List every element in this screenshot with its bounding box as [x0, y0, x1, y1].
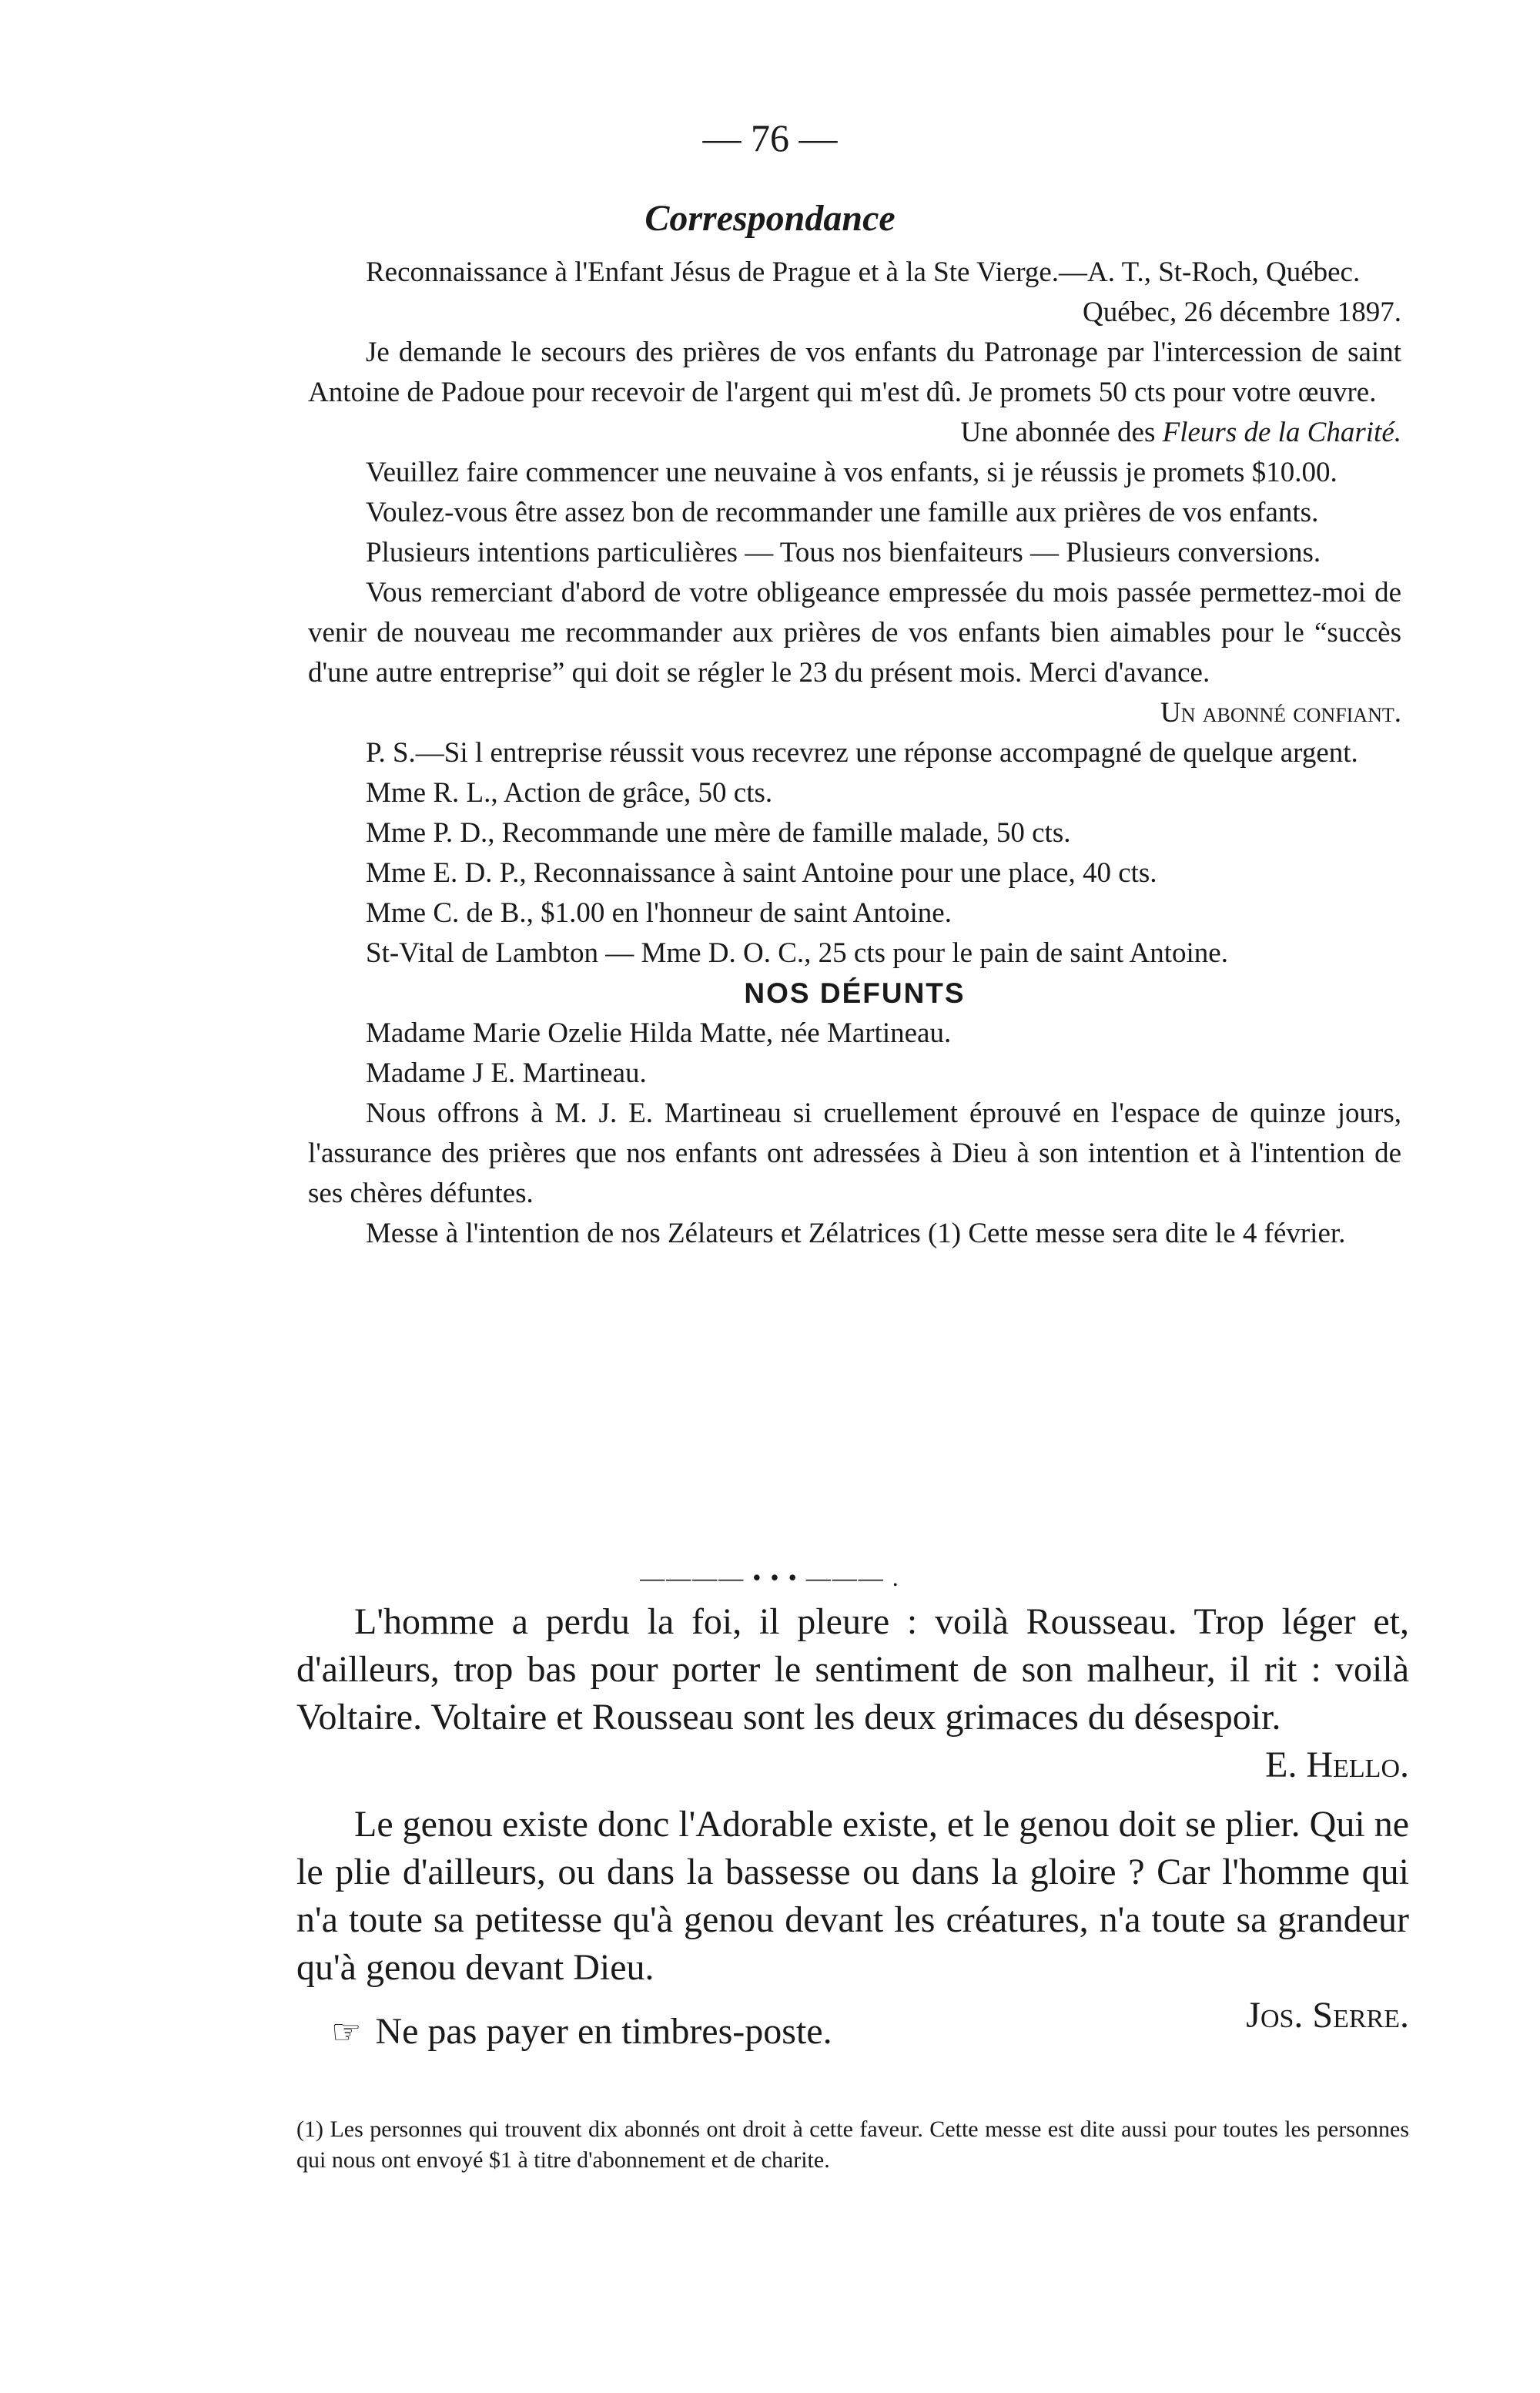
section-heading-defunts: NOS DÉFUNTS — [744, 977, 966, 1009]
pointing-hand-icon: ☞ — [331, 2013, 362, 2051]
correspondence-section — [308, 253, 1401, 1254]
notice-text: Ne pas payer en timbres-poste. — [375, 2011, 832, 2052]
letter-paragraph: Reconnaissance à l'Enfant Jésus de Prague et à la Ste Vierge.—A. T., St-Roch, Québec. — [366, 256, 1361, 288]
letter-paragraph: Veuillez faire commencer une neuvaine à vos enfants, si je réussis je promets $10.00. — [366, 457, 1337, 488]
page-number: — 76 — — [702, 116, 838, 159]
deceased-entry: Madame Marie Ozelie Hilda Matte, née Martineau. — [366, 1017, 952, 1049]
footnote: (1) Les personnes qui trouvent dix abonnés ont droit à cette faveur. Cette messe est dite aussi pour toutes les personnes qui nous ont envoyé $1 à titre d'abonnement et de charite. — [296, 2116, 1409, 2173]
letter-paragraph: Plusieurs intentions particulières — Tous nos bienfaiteurs — Plusieurs conversions. — [366, 537, 1321, 568]
postage-notice — [331, 2010, 832, 2053]
quote-author: E. Hello. — [1265, 1744, 1409, 1785]
donation-entry: Mme R. L., Action de grâce, 50 cts. — [366, 777, 773, 809]
letter-signature: Une abonnée des Fleurs de la Charité. — [960, 417, 1401, 448]
quotation-hello — [296, 1598, 1409, 1789]
quotation-serre — [296, 1801, 1409, 2039]
quote-text: L'homme a perdu la foi, il pleure : voilà Rousseau. Trop léger et, d'ailleurs, trop bas pour porter le sentiment de son malheur, il rit : voilà Voltaire. Voltaire et Rousseau sont les deux grimaces du désespoir. — [296, 1601, 1409, 1738]
donation-entry: Mme C. de B., $1.00 en l'honneur de saint Antoine. — [366, 897, 952, 929]
donation-entry: Mme P. D., Recommande une mère de famille malade, 50 cts. — [366, 817, 1071, 849]
quote-author: Jos. Serre. — [1246, 1995, 1409, 2036]
donation-entry: Mme E. D. P., Reconnaissance à saint Antoine pour une place, 40 cts. — [366, 857, 1157, 889]
page-title: Correspondance — [644, 198, 896, 239]
donation-entry: St-Vital de Lambton — Mme D. O. C., 25 cts pour le pain de saint Antoine. — [366, 937, 1228, 969]
letter-paragraph: Je demande le secours des prières de vos enfants du Patronage par l'intercession de saint Antoine de Padoue pour recevoir de l'argent qui m'est dû. Je promets 50 cts pour votre œuvre. — [308, 337, 1401, 408]
letter-signature: Un abonné confiant. — [1160, 697, 1401, 729]
publication-title: Fleurs de la Charité. — [1162, 417, 1401, 448]
deceased-entry: Madame J E. Martineau. — [366, 1057, 647, 1089]
mass-notice: Messe à l'intention de nos Zélateurs et Zélatrices (1) Cette messe sera dite le 4 février. — [366, 1218, 1346, 1249]
condolence-paragraph: Nous offrons à M. J. E. Martineau si cruellement éprouvé en l'espace de quinze jours, l'assurance des prières que nos enfants ont adressées à Dieu à son intention et à l'intention de ses chères défuntes. — [308, 1098, 1401, 1209]
quote-text: Le genou existe donc l'Adorable existe, et le genou doit se plier. Qui ne le plie d'ailleurs, ou dans la bassesse ou dans la gloire ? Car l'homme qui n'a toute sa petitesse qu'à genou devant les créatures, n'a toute sa grandeur qu'à genou devant Dieu. — [296, 1804, 1409, 1988]
letter-paragraph: Vous remerciant d'abord de votre obligeance empressée du mois passée permettez-moi de venir de nouveau me recommander aux prières de vos enfants bien aimables pour le “succès d'une autre entreprise” qui doit se régler le 23 du présent mois. Merci d'avance. — [308, 577, 1401, 689]
letter-date: Québec, 26 décembre 1897. — [1082, 297, 1401, 328]
divider-ornament: ———— • • • ——— . — [640, 1563, 900, 1591]
letter-postscript: P. S.—Si l entreprise réussit vous recevrez une réponse accompagné de quelque argent. — [366, 737, 1358, 769]
letter-paragraph: Voulez-vous être assez bon de recommander une famille aux prières de vos enfants. — [366, 497, 1319, 528]
